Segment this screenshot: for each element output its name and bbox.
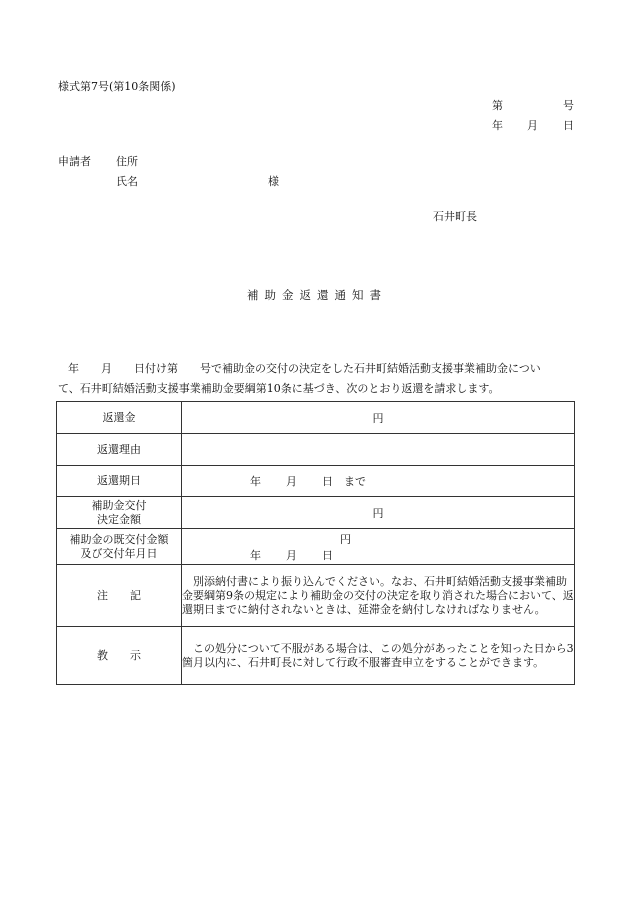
paid-amount-field (182, 529, 575, 565)
paid-day: 日 (322, 549, 333, 562)
refund-amount-field (182, 402, 575, 434)
table-row (57, 466, 575, 497)
deadline-year: 年 (250, 475, 261, 488)
address-label: 住所 (116, 155, 138, 168)
refund-reason-field (182, 434, 575, 466)
issuer: 石井町長 (433, 210, 477, 223)
honorific: 様 (268, 175, 279, 188)
refund-amount-unit: 円 (372, 411, 384, 425)
paid-amount-unit: 円 (340, 533, 351, 546)
refund-deadline-field (182, 466, 575, 497)
deadline-day: 日 (322, 475, 333, 488)
table-row (57, 627, 575, 685)
date-day: 日 (563, 119, 574, 132)
grant-decision-label-line2: 決定金額 (97, 512, 141, 526)
grant-decision-field (182, 497, 575, 529)
note-label: 注 記 (57, 565, 182, 627)
paid-year: 年 (250, 549, 261, 562)
refund-deadline-label: 返還期日 (57, 466, 182, 497)
grant-decision-label (57, 497, 182, 529)
table-row (57, 565, 575, 627)
table-row (57, 434, 575, 466)
deadline-month: 月 (286, 475, 297, 488)
doc-number-prefix: 第 (492, 99, 503, 112)
instruction-label: 教 示 (57, 627, 182, 685)
applicant-label: 申請者 (58, 155, 91, 168)
paid-amount-label-line1: 補助金の既交付金額 (69, 532, 169, 546)
form-number: 様式第7号(第10条関係) (58, 80, 176, 93)
refund-amount-label: 返還金 (57, 402, 182, 434)
paid-month: 月 (286, 549, 297, 562)
intro-line-2: て、石井町結婚活動支援事業補助金要綱第10条に基づき、次のとおり返還を請求します。 (58, 382, 500, 395)
deadline-until: まで (344, 475, 366, 488)
note-text: 別添納付書により振り込んでください。なお、石井町結婚活動支援事業補助金要綱第9条の規定により補助金の交付の決定を取り消された場合において、返還期日までに納付されないときは、延滞金を納付しなければなりません。 (182, 565, 575, 627)
grant-decision-unit: 円 (372, 506, 384, 520)
refund-reason-label: 返還理由 (57, 434, 182, 466)
paid-amount-label-line2: 及び交付年月日 (80, 546, 158, 560)
name-label: 氏名 (116, 175, 138, 188)
grant-decision-label-line1: 補助金交付 (91, 498, 147, 512)
date-month: 月 (527, 119, 538, 132)
refund-table (56, 401, 575, 685)
intro-paragraph (58, 359, 576, 399)
table-row (57, 497, 575, 529)
paid-amount-label (57, 529, 182, 565)
doc-number-suffix: 号 (563, 99, 574, 112)
intro-line-1: 年 月 日付け第 号で補助金の交付の決定をした石井町結婚活動支援事業補助金につい (68, 362, 541, 375)
instruction-text: この処分について不服がある場合は、この処分があったことを知った日から3箇月以内に、石井町長に対して行政不服審査申立をすることができます。 (182, 627, 575, 685)
table-row (57, 402, 575, 434)
table-row (57, 529, 575, 565)
date-year: 年 (492, 119, 503, 132)
document-title: 補助金返還通知書 (247, 288, 387, 302)
